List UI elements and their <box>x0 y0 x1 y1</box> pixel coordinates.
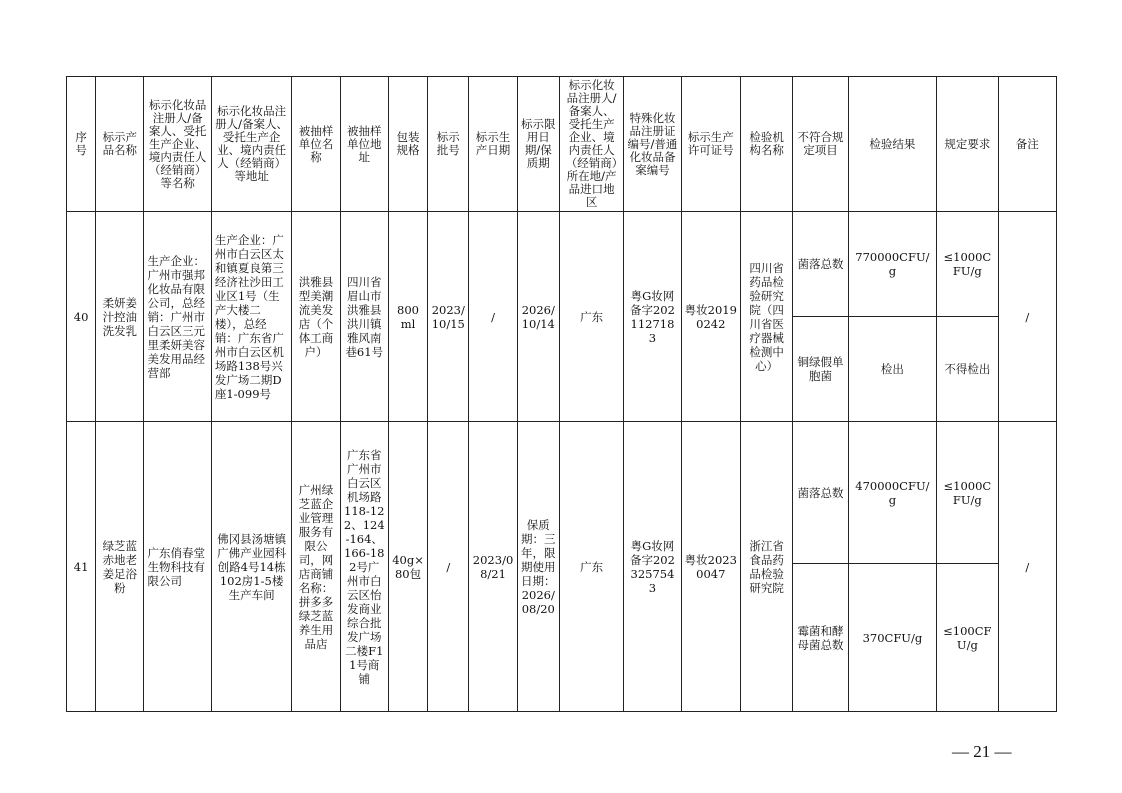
cell-requirement: 不得检出 <box>937 317 998 422</box>
header-lab: 检验机构名称 <box>741 77 793 212</box>
header-no: 序号 <box>67 77 96 212</box>
cell-requirement: ≤100CFU/g <box>937 564 998 712</box>
cell-license: 粤妆20190242 <box>681 212 740 422</box>
cell-item: 菌落总数 <box>793 212 848 317</box>
cell-requirement: ≤1000CFU/g <box>937 212 998 317</box>
cell-result: 370CFU/g <box>848 564 937 712</box>
cell-prod-date: / <box>469 212 517 422</box>
header-package: 包装规格 <box>388 77 427 212</box>
header-result: 检验结果 <box>848 77 937 212</box>
header-item: 不符合规定项目 <box>793 77 848 212</box>
sample-results-table <box>66 76 1057 712</box>
cell-result: 检出 <box>848 317 937 422</box>
header-sampled-address: 被抽样单位地址 <box>340 77 388 212</box>
cell-address: 佛冈县汤塘镇广佛产业园科创路4号14栋102房1-5楼生产车间 <box>211 422 291 712</box>
cell-item: 铜绿假单胞菌 <box>793 317 848 422</box>
header-region: 标示化妆品注册人/备案人、受托生产企业、境内责任人（经销商）所在地/产品进口地区 <box>559 77 623 212</box>
cell-lab: 浙江省食品药品检验研究院 <box>741 422 793 712</box>
cell-reg-no: 粤G妆网备字2023257543 <box>624 422 681 712</box>
header-company: 标示化妆品注册人/备案人、受托生产企业、境内责任人（经销商）等名称 <box>144 77 211 212</box>
cell-batch: / <box>428 422 469 712</box>
header-remark: 备注 <box>998 77 1056 212</box>
cell-company: 广东俏春堂生物科技有限公司 <box>144 422 211 712</box>
cell-product: 绿芝蓝赤地老姜足浴粉 <box>96 422 144 712</box>
cell-address: 生产企业：广州市白云区太和镇夏良第三经济社沙田工业区1号（生产大楼二楼），总经销：广东省广州市白云区机场路138号兴发广场二期D座1-099号 <box>211 212 291 422</box>
cell-expiry: 保质期：三年，限期使用日期：2026/08/20 <box>517 422 559 712</box>
cell-batch: 2023/10/15 <box>428 212 469 422</box>
cell-reg-no: 粤G妆网备字2021127183 <box>624 212 681 422</box>
header-address: 标示化妆品注册人/备案人、受托生产企业、境内责任人（经销商）等地址 <box>211 77 291 212</box>
header-expiry: 标示限用日期/保质期 <box>517 77 559 212</box>
cell-sampled-address: 四川省眉山市洪雅县洪川镇雅风南巷61号 <box>340 212 388 422</box>
header-prod-date: 标示生产日期 <box>469 77 517 212</box>
cell-package: 800ml <box>388 212 427 422</box>
cell-requirement: ≤1000CFU/g <box>937 422 998 564</box>
header-batch: 标示批号 <box>428 77 469 212</box>
cell-lab: 四川省药品检验研究院（四川省医疗器械检测中心） <box>741 212 793 422</box>
cell-result: 770000CFU/g <box>848 212 937 317</box>
cell-sampled-unit: 广州绿芝蓝企业管理服务有限公司，网店商铺名称：拼多多绿芝蓝养生用品店 <box>292 422 340 712</box>
cell-license: 粤妆20230047 <box>681 422 740 712</box>
cell-region: 广东 <box>559 212 623 422</box>
page-number: — 21 — <box>952 742 1012 761</box>
header-product: 标示产品名称 <box>96 77 144 212</box>
cell-product: 柔妍姜汁控油洗发乳 <box>96 212 144 422</box>
header-requirement: 规定要求 <box>937 77 998 212</box>
header-license: 标示生产许可证号 <box>681 77 740 212</box>
cell-no: 40 <box>67 212 96 422</box>
cell-prod-date: 2023/08/21 <box>469 422 517 712</box>
cell-package: 40g×80包 <box>388 422 427 712</box>
cell-no: 41 <box>67 422 96 712</box>
header-sampled-unit: 被抽样单位名称 <box>292 77 340 212</box>
cell-sampled-address: 广东省广州市白云区机场路118-122、124-164、166-182号广州市白云区怡发商业综合批发广场二楼F11号商铺 <box>340 422 388 712</box>
cell-sampled-unit: 洪雅县型美潮流美发店（个体工商户） <box>292 212 340 422</box>
cell-region: 广东 <box>559 422 623 712</box>
cell-remark: / <box>998 422 1056 712</box>
table-row <box>67 422 1057 564</box>
cell-item: 霉菌和酵母菌总数 <box>793 564 848 712</box>
cell-result: 470000CFU/g <box>848 422 937 564</box>
cell-expiry: 2026/10/14 <box>517 212 559 422</box>
cell-item: 菌落总数 <box>793 422 848 564</box>
cell-company: 生产企业：广州市强邦化妆品有限公司，总经销：广州市白云区三元里柔妍美容美发用品经营部 <box>144 212 211 422</box>
header-reg-no: 特殊化妆品注册证编号/普通化妆品备案编号 <box>624 77 681 212</box>
header-row <box>67 77 1057 212</box>
table-row <box>67 212 1057 317</box>
cell-remark: / <box>998 212 1056 422</box>
